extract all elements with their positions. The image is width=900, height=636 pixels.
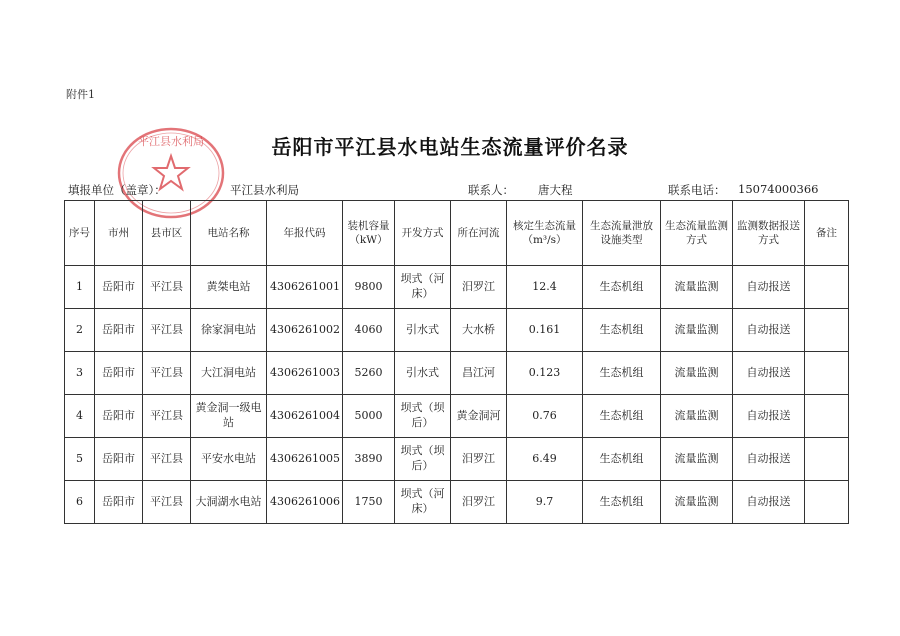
table-cell: 平江县 [143, 266, 191, 309]
contact-value: 唐大程 [538, 183, 573, 197]
attachment-label: 附件1 [66, 88, 95, 101]
table-cell: 汨罗江 [451, 438, 507, 481]
svg-text:平江县水利局: 平江县水利局 [138, 135, 204, 148]
table-cell: 4306261001 [267, 266, 343, 309]
table-cell: 平江县 [143, 395, 191, 438]
table-cell: 生态机组 [583, 266, 661, 309]
header-cell: 生态流量监测方式 [661, 201, 733, 266]
table-cell: 6.49 [507, 438, 583, 481]
table-cell: 生态机组 [583, 395, 661, 438]
table-cell: 生态机组 [583, 352, 661, 395]
table-cell: 1750 [343, 481, 395, 524]
header-cell: 年报代码 [267, 201, 343, 266]
table-cell [805, 395, 849, 438]
table-cell [805, 352, 849, 395]
table-cell: 坝式（河床） [395, 266, 451, 309]
header-cell: 开发方式 [395, 201, 451, 266]
table-cell: 平江县 [143, 352, 191, 395]
table-cell: 自动报送 [733, 266, 805, 309]
header-cell: 监测数据报送方式 [733, 201, 805, 266]
table-cell: 4306261006 [267, 481, 343, 524]
table-cell: 引水式 [395, 352, 451, 395]
table-cell: 0.76 [507, 395, 583, 438]
table-cell: 生态机组 [583, 438, 661, 481]
table-cell: 自动报送 [733, 309, 805, 352]
table-cell: 岳阳市 [95, 481, 143, 524]
table-row [65, 352, 849, 395]
table-cell: 6 [65, 481, 95, 524]
table-cell: 3 [65, 352, 95, 395]
table-row [65, 438, 849, 481]
table-cell: 9800 [343, 266, 395, 309]
table-cell: 4306261003 [267, 352, 343, 395]
header-cell: 市州 [95, 201, 143, 266]
document-title: 岳阳市平江县水电站生态流量评价名录 [271, 135, 629, 159]
table-cell: 4306261002 [267, 309, 343, 352]
table-row [65, 481, 849, 524]
table-cell: 4306261004 [267, 395, 343, 438]
table-cell: 流量监测 [661, 266, 733, 309]
table-cell: 岳阳市 [95, 352, 143, 395]
table-cell: 2 [65, 309, 95, 352]
table-cell: 坝式（坝后） [395, 438, 451, 481]
table-cell: 平安水电站 [191, 438, 267, 481]
table-header-row [65, 201, 849, 266]
table-cell: 5260 [343, 352, 395, 395]
table-cell: 岳阳市 [95, 395, 143, 438]
table-cell: 自动报送 [733, 481, 805, 524]
table-cell: 岳阳市 [95, 309, 143, 352]
table-cell: 岳阳市 [95, 266, 143, 309]
table-cell [805, 266, 849, 309]
table-cell: 岳阳市 [95, 438, 143, 481]
table-cell: 汨罗江 [451, 481, 507, 524]
header-cell: 县市区 [143, 201, 191, 266]
table-cell: 黄金洞河 [451, 395, 507, 438]
table-cell: 大洞湖水电站 [191, 481, 267, 524]
table-cell: 生态机组 [583, 309, 661, 352]
table-cell: 流量监测 [661, 481, 733, 524]
table-cell: 流量监测 [661, 438, 733, 481]
table-cell: 坝式（坝后） [395, 395, 451, 438]
header-cell: 核定生态流量（m³/s） [507, 201, 583, 266]
table-cell: 徐家洞电站 [191, 309, 267, 352]
table-cell: 1 [65, 266, 95, 309]
table-cell: 生态机组 [583, 481, 661, 524]
header-cell: 电站名称 [191, 201, 267, 266]
hydropower-table [64, 200, 849, 524]
table-cell: 4306261005 [267, 438, 343, 481]
table-cell: 流量监测 [661, 352, 733, 395]
phone-value: 15074000366 [738, 182, 819, 196]
table-cell: 汨罗江 [451, 266, 507, 309]
table-row [65, 309, 849, 352]
table-cell: 0.123 [507, 352, 583, 395]
table-cell: 5000 [343, 395, 395, 438]
header-cell: 备注 [805, 201, 849, 266]
contact-label: 联系人： [468, 183, 514, 197]
unit-label: 填报单位（盖章）： [68, 183, 166, 197]
table-row [65, 395, 849, 438]
phone-label: 联系电话： [668, 183, 726, 197]
table-cell: 平江县 [143, 438, 191, 481]
header-cell: 装机容量（kW） [343, 201, 395, 266]
table-cell: 5 [65, 438, 95, 481]
table-cell: 平江县 [143, 309, 191, 352]
table-cell: 自动报送 [733, 438, 805, 481]
header-cell: 所在河流 [451, 201, 507, 266]
table-row [65, 266, 849, 309]
table-cell: 自动报送 [733, 395, 805, 438]
table-cell: 3890 [343, 438, 395, 481]
table-cell: 自动报送 [733, 352, 805, 395]
table-cell: 流量监测 [661, 395, 733, 438]
table-cell: 引水式 [395, 309, 451, 352]
table-cell [805, 438, 849, 481]
table-cell: 0.161 [507, 309, 583, 352]
table-cell: 黄金洞一级电站 [191, 395, 267, 438]
table-cell: 12.4 [507, 266, 583, 309]
header-cell: 序号 [65, 201, 95, 266]
table-cell [805, 309, 849, 352]
table-cell: 大水桥 [451, 309, 507, 352]
table-cell: 黄桀电站 [191, 266, 267, 309]
table-cell [805, 481, 849, 524]
table-cell: 流量监测 [661, 309, 733, 352]
table-cell: 4 [65, 395, 95, 438]
table-cell: 4060 [343, 309, 395, 352]
table-cell: 大江洞电站 [191, 352, 267, 395]
table-cell: 坝式（河床） [395, 481, 451, 524]
unit-value: 平江县水利局 [230, 183, 299, 197]
table-cell: 平江县 [143, 481, 191, 524]
table-cell: 9.7 [507, 481, 583, 524]
table-cell: 昌江河 [451, 352, 507, 395]
header-cell: 生态流量泄放设施类型 [583, 201, 661, 266]
